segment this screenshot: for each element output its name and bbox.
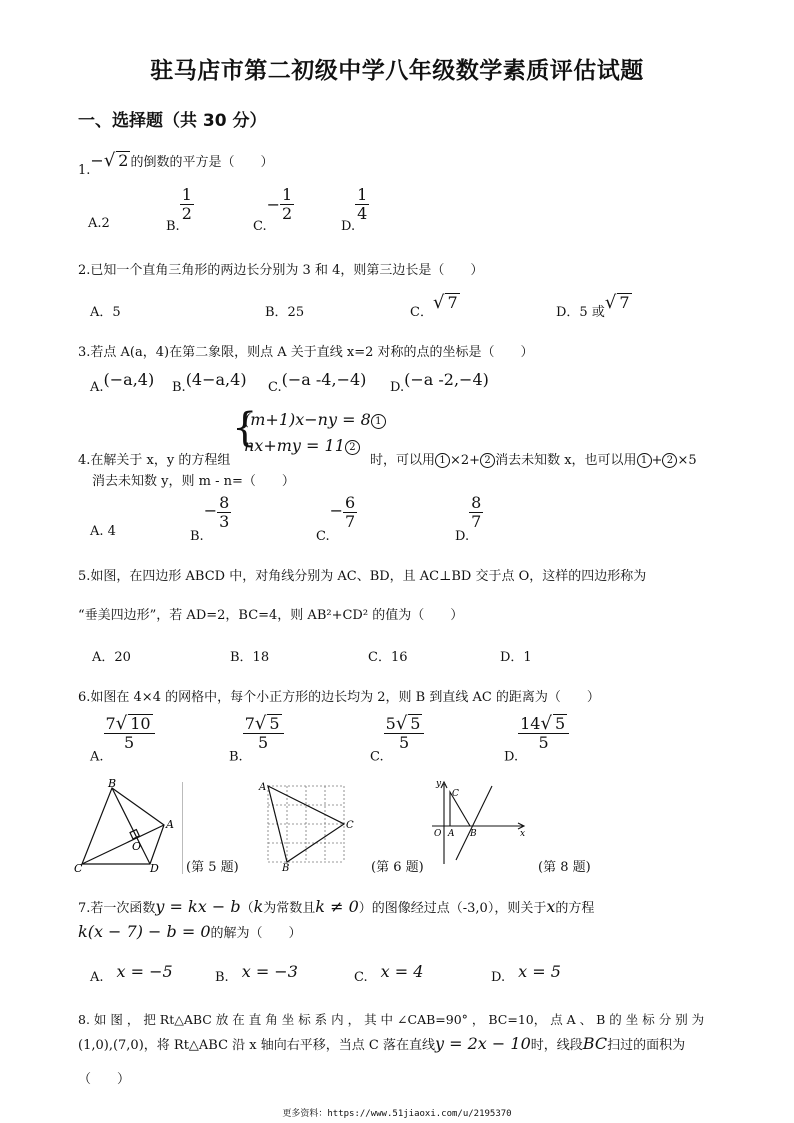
q1-option-b-label: B. (166, 219, 180, 234)
q6-option-d-radicand: 5 (554, 714, 566, 733)
q8-stem-line2-b: 时，线段 (530, 1038, 583, 1053)
q4-option-d-numerator: 8 (471, 493, 482, 512)
q1-option-b-numerator: 1 (181, 185, 192, 204)
q3-option-b-label: B. (172, 380, 186, 395)
q3-option-a-label: A. (90, 380, 104, 395)
q7-function: y = kx − b (155, 897, 241, 916)
q4-circle-2: 2 (480, 453, 495, 468)
q1-option-b-denominator: 2 (181, 204, 192, 223)
q4-circle-4: 2 (662, 453, 677, 468)
fig6-label-b: B (282, 863, 290, 872)
q4-eq2-marker: 2 (345, 440, 360, 455)
q6-option-a-label: A. (90, 749, 104, 765)
q6-option-c-coef: 5 (385, 714, 396, 733)
q4-stem-prefix: 4.在解关于 x，y 的方程组 (78, 453, 231, 468)
q1-number: 1. (78, 163, 91, 178)
figure-8-caption: (第 8 题) (538, 860, 591, 875)
q7-k: k (253, 897, 264, 916)
q6-option-c-denominator: 5 (398, 733, 410, 752)
q5-stem-line1: 5.如图，在四边形 ABCD 中，对角线分别为 AC、BD，且 AC⊥BD 交于点 O，这样的四边形称为 (78, 569, 647, 584)
q4-equation-1: (m+1)x−ny = 8 (244, 410, 371, 429)
q7-option-c-label: C. (354, 970, 368, 985)
fig5-label-a: A (166, 818, 174, 831)
q6-option-b-coef: 7 (244, 714, 255, 733)
q4-option-c-minus: − (329, 501, 344, 520)
fig5-label-c: C (74, 862, 83, 872)
q5-stem-line2: “垂美四边形”，若 AD=2，BC=4，则 AB²+CD² 的值为（ ） (78, 608, 464, 623)
q6-option-d-label: D. (504, 749, 519, 765)
q5-option-c: C．16 (368, 650, 408, 665)
q1-stem: 的倒数的平方是（ ） (130, 155, 274, 170)
q8-stem-line2-a: (1,0),(7,0)，将 Rt△ABC 沿 x 轴向右平移，当点 C 落在直线 (78, 1038, 435, 1053)
fig6-label-c: C (346, 820, 354, 831)
q4-option-c-numerator: 6 (345, 493, 356, 512)
figure-8-coordinate (426, 776, 530, 870)
q2-option-c-radicand: 7 (447, 293, 458, 312)
q4-option-c-label: C. (316, 529, 330, 544)
q6-option-d-denominator: 5 (538, 733, 549, 752)
fig8-line (456, 786, 492, 860)
q2-option-d-label: D．5 或 (556, 305, 605, 320)
q6-stem: 6.如图在 4×4 的网格中，每个小正方形的边长均为 2，则 B 到直线 AC 的距离为（ ） (78, 690, 600, 705)
figure-6-caption: (第 6 题) (371, 860, 424, 875)
q6-option-b-radicand: 5 (269, 714, 280, 733)
q8-stem-line1: 8. 如 图 ， 把 Rt△ABC 放 在 直 角 坐 标 系 内 ， 其 中 ∠CAB=90° ， BC=10， 点 A 、 B 的 坐 标 分 别 为 (78, 1012, 705, 1027)
figure-6-grid (258, 780, 358, 872)
q2-option-d-radicand: 7 (619, 293, 630, 312)
fig8-label-a: A (448, 829, 455, 839)
q1-option-a-value: 2 (101, 216, 110, 231)
q1-option-d-numerator: 1 (357, 185, 368, 204)
q4-equation-2: nx+my = 11 (244, 436, 345, 455)
q6-option-a-denominator: 5 (123, 733, 135, 752)
q1-radicand: 2 (118, 151, 129, 170)
q8-stem-line3: （ ） (78, 1072, 131, 1087)
q6-option-a-radicand: 10 (130, 714, 151, 733)
q7-equation: k(x − 7) − b = 0 (78, 922, 211, 941)
q4-option-a: A. 4 (90, 524, 116, 539)
page-title: 驻马店市第二初级中学八年级数学素质评估试题 (150, 58, 644, 84)
q1-option-d-denominator: 4 (357, 204, 368, 223)
q6-option-b-label: B. (229, 749, 243, 765)
q3-option-d-label: D. (390, 380, 405, 395)
q8-segment-bc: BC (582, 1034, 608, 1053)
fig8-label-y: y (436, 779, 442, 789)
q3-option-c-value: (−a -4,−4) (281, 370, 367, 389)
q7-condition: k ≠ 0 (315, 897, 359, 916)
q1-option-d-label: D. (341, 219, 356, 234)
q4-circle-3: 1 (637, 453, 652, 468)
q3-option-a-value: (−a,4) (103, 370, 155, 389)
q4-option-d-label: D. (455, 529, 470, 544)
fig5-label-d: D (150, 862, 159, 872)
q1-option-a-label: A. (88, 216, 102, 231)
q6-option-b-denominator: 5 (258, 733, 269, 752)
q1-option-c-minus: − (266, 195, 281, 214)
q7-stem-mid1: （ (240, 901, 254, 916)
q3-option-b-value: (4−a,4) (185, 370, 247, 389)
q3-option-d-value: (−a -2,−4) (404, 370, 489, 389)
q7-option-d-label: D. (491, 970, 506, 985)
q7-option-d-value: x = 5 (518, 962, 561, 981)
q4-option-b-minus: − (203, 501, 218, 520)
fig5-label-o: O (132, 840, 142, 853)
q2-option-c-label: C． (410, 305, 433, 320)
footer-link[interactable]: 更多资料：https://www.51jiaoxi.com/u/2195370 (282, 1109, 512, 1119)
section-heading: 一、选择题（共 30 分） (78, 111, 267, 131)
q7-stem-mid4: 的方程 (555, 901, 595, 916)
q4-option-b-label: B. (190, 529, 204, 544)
q6-option-c-label: C. (370, 749, 384, 765)
q4-stem-line2: 消去未知数 y，则 m - n=（ ） (92, 474, 295, 489)
fig5-diagonal-bd (112, 788, 150, 864)
q4-stem-suffix-e: ×5 (677, 453, 697, 468)
fig8-label-c: C (452, 789, 459, 799)
q7-option-a-value: x = −5 (116, 962, 173, 981)
q4-option-b-numerator: 8 (219, 493, 230, 512)
q7-option-a-label: A. (90, 970, 104, 985)
fig8-label-x: x (520, 829, 526, 839)
q7-option-b-value: x = −3 (241, 962, 298, 981)
q7-x: x (546, 897, 556, 916)
q4-stem-suffix-b: ×2+ (450, 453, 481, 468)
q1-option-c-numerator: 1 (282, 185, 293, 204)
q8-stem-line2-c: 扫过的面积为 (607, 1038, 686, 1053)
q5-option-b: B．18 (230, 650, 270, 665)
figure-5-caption: (第 5 题) (186, 860, 239, 875)
q7-option-b-label: B. (215, 970, 229, 985)
q7-stem-mid2: 为常数且 (263, 901, 316, 916)
q8-line-equation: y = 2x − 10 (434, 1034, 531, 1053)
q1-option-c-label: C. (253, 219, 267, 234)
fig5-quadrilateral (82, 788, 164, 864)
fig5-label-b: B (108, 778, 117, 790)
q2-stem: 2.已知一个直角三角形的两边长分别为 3 和 4，则第三边长是（ ） (78, 263, 484, 278)
q4-eq1-marker: 1 (371, 414, 386, 429)
q7-stem-mid3: ）的图像经过点（-3,0），则关于 (358, 901, 547, 916)
q1-minus: − (90, 151, 104, 170)
q4-option-b-denominator: 3 (219, 512, 230, 531)
q4-circle-1: 1 (435, 453, 450, 468)
q7-stem-tail: 的解为（ ） (210, 926, 302, 941)
q6-option-a-coef: 7 (105, 714, 116, 733)
q6-option-c-radicand: 5 (410, 714, 421, 733)
q3-stem: 3.若点 A(a，4)在第二象限，则点 A 关于直线 x=2 对称的点的坐标是（ ） (78, 345, 534, 360)
fig8-label-b: B (470, 829, 477, 839)
q4-option-c-denominator: 7 (345, 512, 356, 531)
q7-option-c-value: x = 4 (380, 962, 424, 981)
q6-option-d-coef: 14 (520, 714, 541, 733)
q4-option-d-denominator: 7 (471, 512, 482, 531)
q3-option-c-label: C. (268, 380, 282, 395)
figure-5-quadrilateral (72, 778, 182, 872)
q4-stem-suffix-a: 时，可以用 (370, 453, 436, 468)
q1-option-c-denominator: 2 (282, 204, 293, 223)
q5-option-a: A．20 (92, 650, 131, 665)
q4-stem-suffix-c: 消去未知数 x，也可以用 (495, 453, 637, 468)
fig6-label-a: A (259, 782, 267, 793)
q2-option-b: B．25 (265, 305, 305, 320)
q5-option-d: D．1 (500, 650, 532, 665)
fig8-label-o: O (434, 829, 442, 839)
q4-stem-suffix-d: + (651, 453, 663, 468)
q7-stem-prefix: 7.若一次函数 (78, 901, 156, 916)
q2-option-a: A．5 (90, 305, 121, 320)
